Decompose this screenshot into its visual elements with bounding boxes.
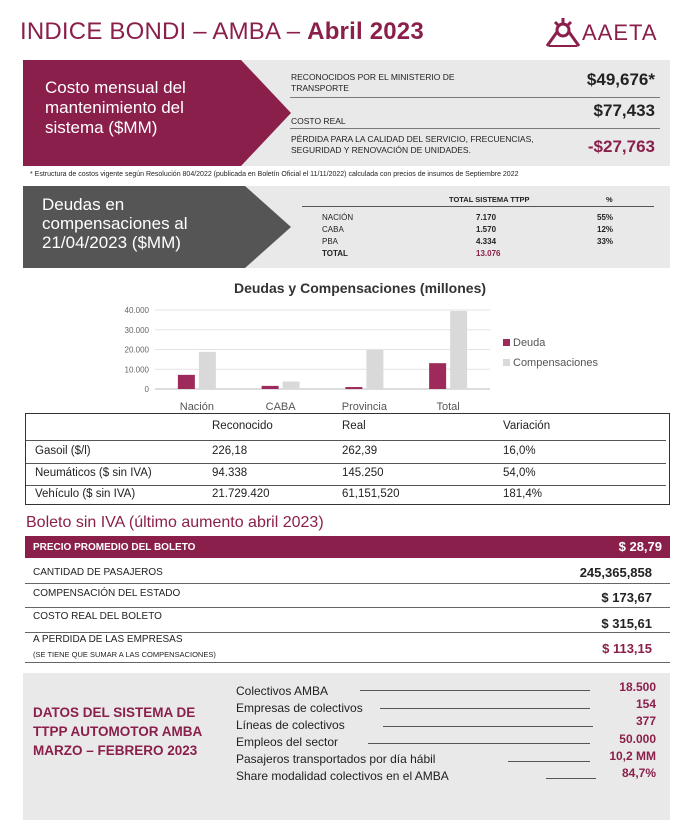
costo-real-label: COSTO REAL bbox=[291, 116, 346, 126]
datos-label: Pasajeros transportados por día hábil bbox=[236, 752, 436, 766]
datos-value: 18.500 bbox=[619, 680, 656, 694]
datos-value: 10,2 MM bbox=[609, 749, 656, 763]
deudas-header-total: TOTAL SISTEMA TTPP bbox=[449, 195, 530, 204]
row-reconocido: 226,18 bbox=[212, 445, 248, 457]
costo-real-value: $77,433 bbox=[593, 101, 655, 120]
bar-compensaciones bbox=[366, 350, 383, 389]
datos-label: Colectivos AMBA bbox=[236, 684, 329, 698]
row-variacion: 16,0% bbox=[503, 445, 536, 457]
datos-value: 84,7% bbox=[621, 766, 656, 780]
x-tick-label: Total bbox=[436, 401, 460, 413]
aaeta-logo bbox=[545, 16, 675, 52]
bar-compensaciones bbox=[199, 352, 216, 389]
page-title bbox=[20, 18, 424, 46]
col-header: Variación bbox=[503, 420, 551, 432]
datos-label: Líneas de colectivos bbox=[236, 718, 345, 732]
y-tick-label: 0 bbox=[144, 385, 149, 394]
y-tick-label: 20.000 bbox=[124, 345, 149, 355]
costo-boleto-label: COSTO REAL DEL BOLETO bbox=[33, 611, 162, 622]
row-reconocido: 94.338 bbox=[212, 467, 248, 479]
legend-swatch bbox=[503, 339, 510, 346]
bar-compensaciones bbox=[283, 381, 300, 389]
row-real: 262,39 bbox=[342, 445, 378, 457]
datos-value: 154 bbox=[635, 697, 656, 711]
datos-value: 377 bbox=[635, 714, 656, 728]
row-divider bbox=[26, 485, 666, 486]
perdida-label: PÉRDIDA PARA LA CALIDAD DEL SERVICIO, FRECUENCIAS, SEGURIDAD Y RENOVACIÓN DE UNIDADES. bbox=[291, 134, 534, 155]
row-real: 145.250 bbox=[342, 467, 384, 479]
insumos-table bbox=[25, 413, 670, 505]
divider bbox=[290, 97, 660, 98]
title-date: Abril 2023 bbox=[307, 18, 424, 45]
divider bbox=[25, 632, 670, 633]
divider bbox=[25, 662, 670, 663]
precio-value: $ 28,79 bbox=[618, 539, 662, 554]
deudas-row-pct: 55% bbox=[597, 213, 614, 222]
compensacion-label: COMPENSACIÓN DEL ESTADO bbox=[33, 588, 181, 599]
deudas-header-line bbox=[302, 206, 654, 207]
datos-value: 50.000 bbox=[619, 732, 656, 746]
datos-label: Empleos del sector bbox=[236, 735, 339, 749]
boleto-title: Boleto sin IVA (último aumento abril 2023) bbox=[26, 514, 324, 531]
x-tick-label: CABA bbox=[265, 401, 296, 413]
reconocidos-value: $49,676* bbox=[586, 70, 655, 89]
legend-label: Compensaciones bbox=[513, 357, 598, 369]
legend-swatch bbox=[503, 359, 510, 366]
divider bbox=[25, 607, 670, 608]
y-tick-label: 40.000 bbox=[124, 306, 149, 315]
row-name: Vehículo ($ sin IVA) bbox=[35, 488, 136, 500]
col-header: Real bbox=[342, 420, 366, 432]
pasajeros-label: CANTIDAD DE PASAJEROS bbox=[33, 567, 163, 578]
perdida-empresas-value: $ 113,15 bbox=[602, 641, 652, 656]
row-name: Neumáticos ($ sin IVA) bbox=[35, 467, 152, 479]
deudas-row-value: 7.170 bbox=[476, 213, 497, 222]
deudas-row-pct: 33% bbox=[597, 237, 614, 246]
legend-label: Deuda bbox=[513, 337, 546, 349]
footnote: * Estructura de costos vigente según Resolución 804/2022 (publicada en Boletín Oficial el 11/11/2022) calculada con precios de insumos de Septiembre 2022 bbox=[30, 171, 519, 178]
deudas-label: Deudas en compensaciones al 21/04/2023 ($MM) bbox=[42, 195, 188, 252]
leader-line bbox=[368, 743, 590, 744]
costo-boleto-value: $ 315,61 bbox=[601, 616, 652, 631]
chart-title: Deudas y Compensaciones (millones) bbox=[233, 280, 487, 296]
col-header: Reconocido bbox=[212, 420, 273, 432]
row-name: Gasoil ($/l) bbox=[35, 445, 91, 457]
deudas-total-label: TOTAL bbox=[322, 249, 348, 258]
deudas-header-pct: % bbox=[606, 195, 613, 204]
leader-line bbox=[380, 708, 590, 709]
deudas-row-name: PBA bbox=[322, 237, 339, 246]
row-variacion: 181,4% bbox=[503, 488, 543, 500]
y-tick-label: 10.000 bbox=[124, 365, 149, 375]
title-main: INDICE BONDI – AMBA – bbox=[20, 18, 308, 45]
perdida-value: -$27,763 bbox=[587, 137, 655, 156]
precio-row bbox=[25, 536, 670, 558]
deudas-row-pct: 12% bbox=[597, 225, 614, 234]
reconocidos-label: RECONOCIDOS POR EL MINISTERIO DE TRANSPORTE bbox=[291, 72, 455, 93]
deudas-row-name: CABA bbox=[322, 225, 344, 234]
deudas-row-name: NACIÓN bbox=[322, 213, 354, 222]
x-tick-label: Nación bbox=[179, 401, 214, 413]
datos-label: Empresas de colectivos bbox=[236, 701, 363, 715]
row-variacion: 54,0% bbox=[503, 467, 536, 479]
compensacion-value: $ 173,67 bbox=[601, 590, 652, 605]
deudas-total-value: 13.076 bbox=[476, 249, 501, 258]
x-tick-label: Provincia bbox=[341, 401, 387, 413]
row-divider bbox=[26, 463, 666, 464]
bar-deuda bbox=[429, 363, 446, 389]
pasajeros-value: 245,365,858 bbox=[579, 565, 652, 580]
bar-deuda bbox=[345, 387, 362, 389]
deudas-row-value: 4.334 bbox=[476, 237, 497, 246]
row-real: 61,151,520 bbox=[342, 488, 400, 500]
row-divider bbox=[26, 440, 666, 441]
logo-icon bbox=[545, 16, 581, 50]
bar-deuda bbox=[262, 386, 279, 389]
leader-line bbox=[360, 690, 590, 691]
bar-deuda bbox=[178, 375, 195, 389]
deudas-row-value: 1.570 bbox=[476, 225, 497, 234]
divider bbox=[290, 128, 660, 129]
perdida-empresas-label: A PERDIDA DE LAS EMPRESAS bbox=[33, 634, 183, 645]
datos-label: Share modalidad colectivos en el AMBA bbox=[236, 769, 449, 783]
chart bbox=[110, 300, 610, 418]
bar-compensaciones bbox=[450, 311, 467, 389]
precio-label: PRECIO PROMEDIO DEL BOLETO bbox=[33, 542, 196, 553]
logo-text: AAETA bbox=[582, 20, 658, 45]
perdida-empresas-note: (SE TIENE QUE SUMAR A LAS COMPENSACIONES) bbox=[33, 650, 216, 659]
datos-title: DATOS DEL SISTEMA DE TTPP AUTOMOTOR AMBA MARZO – FEBRERO 2023 bbox=[33, 705, 202, 758]
y-tick-label: 30.000 bbox=[124, 325, 149, 335]
row-reconocido: 21.729.420 bbox=[212, 488, 270, 500]
divider bbox=[25, 583, 670, 584]
costos-label: Costo mensual del mantenimiento del sistema ($MM) bbox=[45, 78, 186, 137]
